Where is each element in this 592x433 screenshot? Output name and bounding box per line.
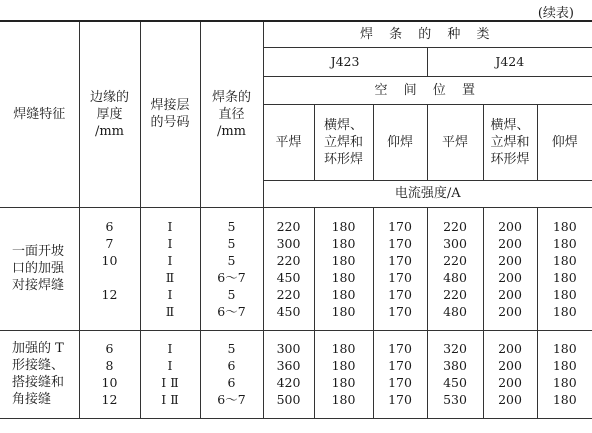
group1-j423-overhead: 170 170 170 170 170 170	[373, 207, 427, 330]
group1-j423-horizontal: 180 180 180 180 180 180	[314, 207, 373, 330]
group1-j424-flat: 220 300 220 480 220 480	[427, 207, 483, 330]
group2-j424-horizontal: 200 200 200 200	[483, 330, 537, 418]
group2-layer: Ⅰ Ⅰ Ⅰ Ⅱ Ⅰ Ⅱ	[140, 330, 200, 418]
header-j423: J423	[263, 47, 427, 76]
header-j423-flat: 平焊	[263, 104, 314, 180]
header-j424-horizontal: 横焊、 立焊和 环形焊	[483, 104, 537, 180]
group2-j424-flat: 320 380 450 530	[427, 330, 483, 418]
header-electrode-type: 焊 条 的 种 类	[263, 21, 592, 47]
header-layer-number: 焊接层 的号码	[140, 21, 200, 207]
header-current: 电流强度/A	[263, 180, 592, 207]
group1-j424-horizontal: 200 200 200 200 200 200	[483, 207, 537, 330]
group1-j424-overhead: 180 180 180 180 180 180	[537, 207, 592, 330]
header-spatial-position: 空 间 位 置	[263, 76, 592, 104]
group1-diameter: 5 5 5 6～7 5 6～7	[200, 207, 263, 330]
group2-j423-flat: 300 360 420 500	[263, 330, 314, 418]
group1-thickness: 6 7 10 12	[79, 207, 140, 330]
group2-j423-overhead: 170 170 170 170	[373, 330, 427, 418]
header-j423-horizontal: 横焊、 立焊和 环形焊	[314, 104, 373, 180]
welding-current-table	[0, 20, 592, 419]
header-j423-overhead: 仰焊	[373, 104, 427, 180]
header-j424: J424	[427, 47, 592, 76]
group2-j423-horizontal: 180 180 180 180	[314, 330, 373, 418]
group2-feature: 加强的 T 形接缝、 搭接缝和 角接缝	[0, 330, 79, 418]
group1-feature: 一面开坡 口的加强 对接焊缝	[0, 207, 79, 330]
header-j424-overhead: 仰焊	[537, 104, 592, 180]
header-j424-flat: 平焊	[427, 104, 483, 180]
header-edge-thickness: 边缘的 厚度 /mm	[79, 21, 140, 207]
group2-j424-overhead: 180 180 180 180	[537, 330, 592, 418]
group1-j423-flat: 220 300 220 450 220 450	[263, 207, 314, 330]
header-electrode-diameter: 焊条的 直径 /mm	[200, 21, 263, 207]
group1-layer: Ⅰ Ⅰ Ⅰ Ⅱ Ⅰ Ⅱ	[140, 207, 200, 330]
group2-thickness: 6 8 10 12	[79, 330, 140, 418]
header-weld-feature: 焊缝特征	[0, 21, 79, 207]
continued-label: (续表)	[537, 6, 574, 21]
group2-diameter: 5 6 6 6～7	[200, 330, 263, 418]
